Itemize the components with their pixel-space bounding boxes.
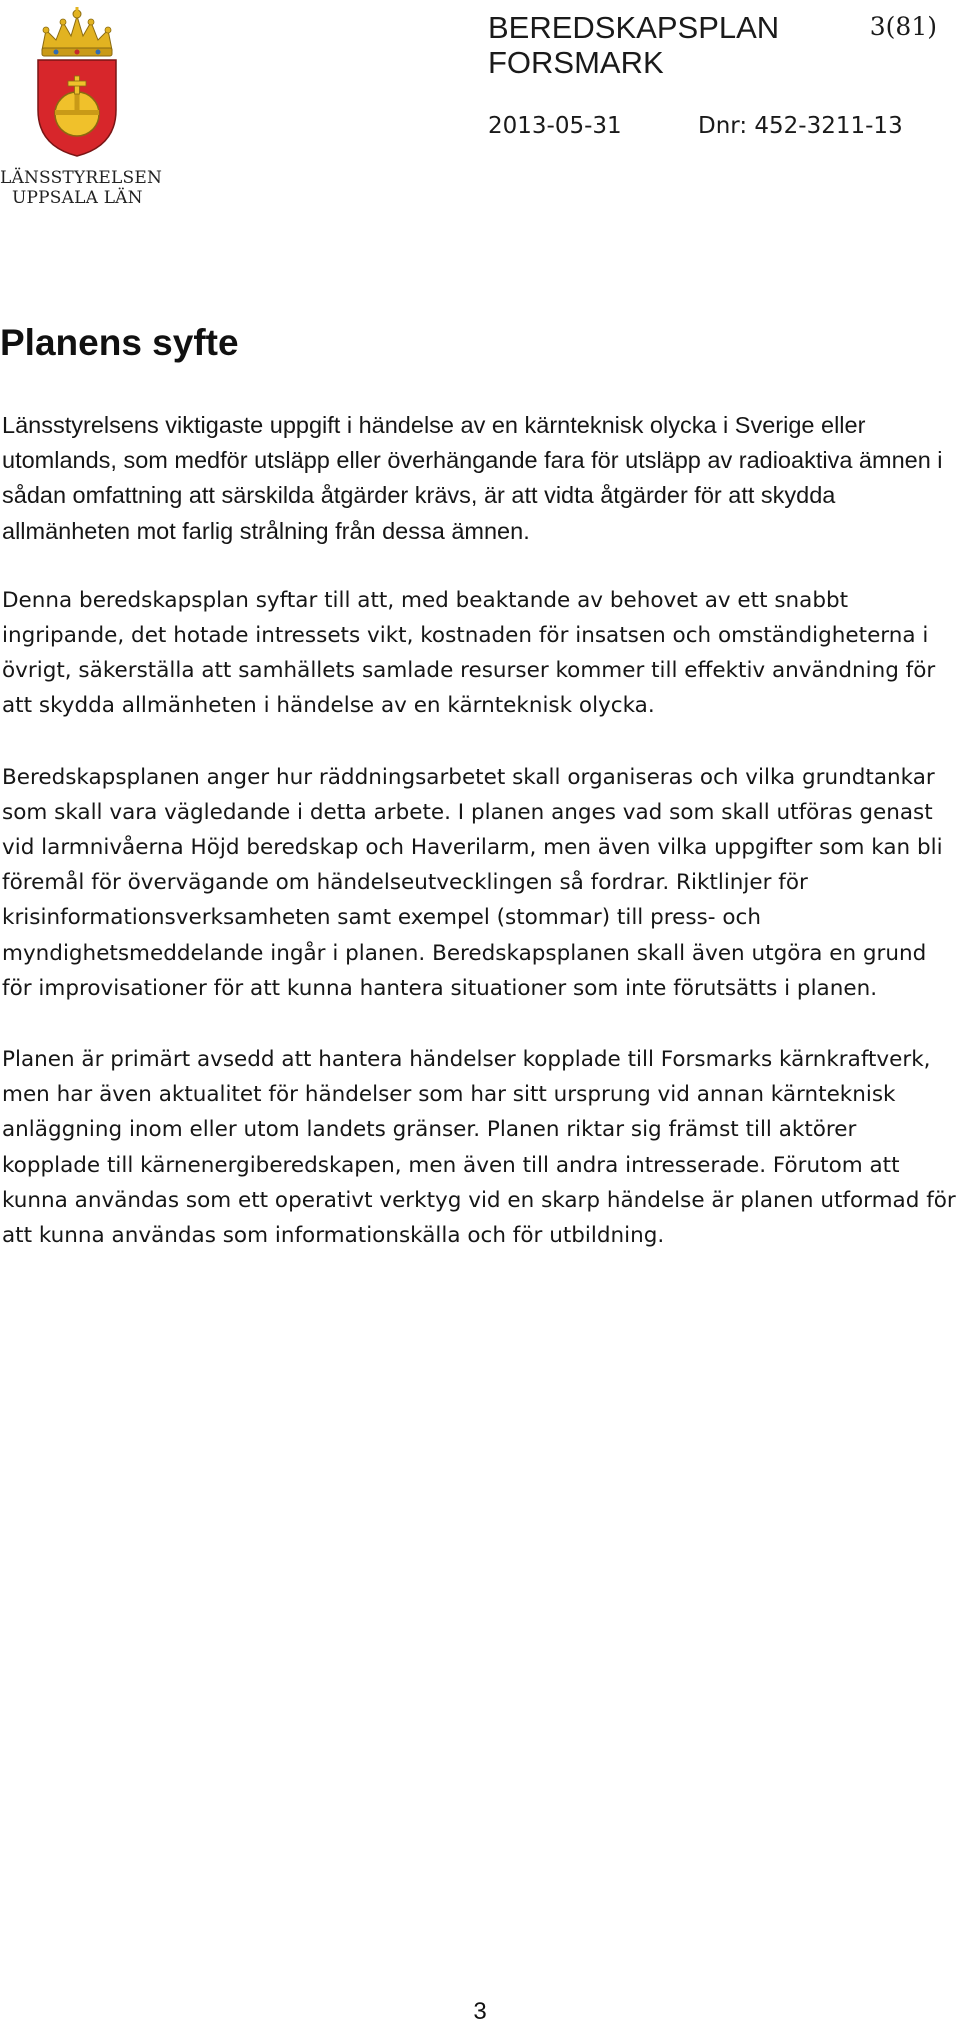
county-name <box>0 168 163 208</box>
paragraph: Beredskapsplanen anger hur räddningsarbetet skall organiseras och vilka grundtankar som skall vara vägledande i detta arbete. I planen anges vad som skall utföras genast vid larmnivåerna Höjd beredskap och Haverilarm, men även vilka uppgifter som kan bli föremål för övervägande om händelseutvecklingen så fordrar. Riktlinjer för krisinformationsverksamheten samt exempel (stommar) till press- och myndighetsmeddelande ingår i planen. Beredskapsplanen skall även utgöra en grund för improvisationer för att kunna hantera situationer som inte förutsätts i planen. <box>2 764 943 1001</box>
paragraph: Denna beredskapsplan syftar till att, med beaktande av behovet av ett snabbt ingripande, det hotade intressets vikt, kostnaden för insatsen och omständigheterna i övrigt, säkerställa att samhällets samlade resurser kommer till effektiv användning för att skydda allmänheten i händelse av en kärnteknisk olycka. <box>2 587 936 719</box>
document-title-line2: FORSMARK <box>488 45 664 80</box>
county-name-line2: UPPSALA LÄN <box>12 188 143 208</box>
page-counter: 3(81) <box>869 12 937 41</box>
page-number: 3 <box>473 1998 487 2025</box>
section-heading: Planens syfte <box>0 322 239 363</box>
county-name-line1: LÄNSSTYRELSEN <box>0 168 163 188</box>
county-logo <box>0 6 163 208</box>
county-coat-of-arms-icon <box>30 6 124 158</box>
paragraph: Länsstyrelsens viktigaste uppgift i händelse av en kärnteknisk olycka i Sverige eller utomlands, som medför utsläpp eller överhängande fara för utsläpp av radioaktiva ämnen i sådan omfattning att särskilda åtgärder krävs, är att vidta åtgärder för att skydda allmänheten mot farlig strålning från dessa ämnen. <box>2 412 943 544</box>
document-title-line1: BEREDSKAPSPLAN <box>488 10 780 45</box>
body-text <box>2 408 960 1289</box>
paragraph: Planen är primärt avsedd att hantera händelser kopplade till Forsmarks kärnkraftverk, men har även aktualitet för händelser som har sitt ursprung vid annan kärnteknisk anläggning inom eller utom landets gränser. Planen riktar sig främst till aktörer kopplade till kärnenergiberedskapen, men även till andra intresserade. Förutom att kunna användas som ett operativt verktyg vid en skarp händelse är planen utformad för att kunna användas som informationskälla och för utbildning. <box>2 1047 956 1249</box>
document-title <box>488 10 828 80</box>
document-registration-number: Dnr: 452-3211-13 <box>698 113 903 139</box>
document-date: 2013-05-31 <box>488 113 622 139</box>
